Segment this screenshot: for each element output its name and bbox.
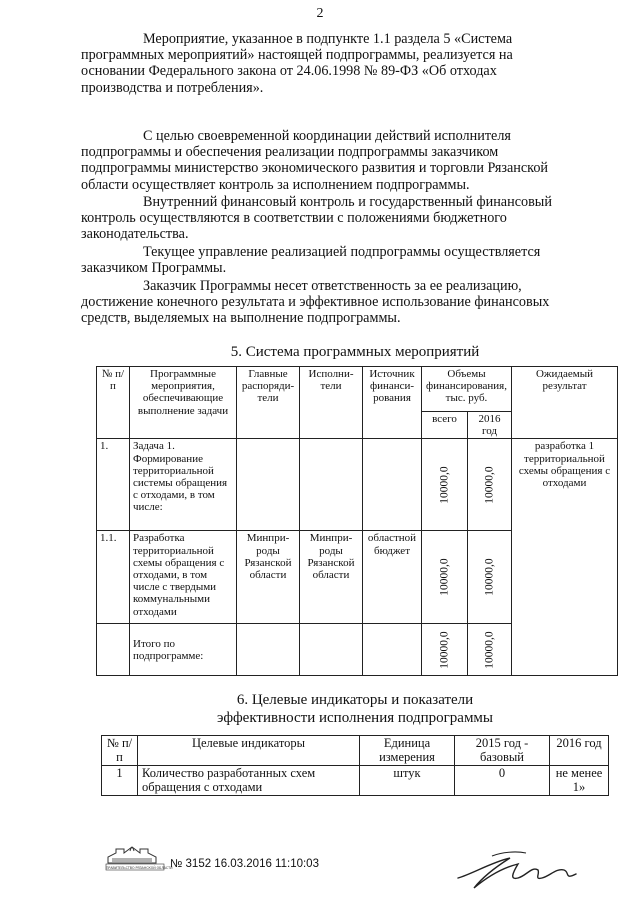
paragraph-2-line: подпрограммы и обеспечения реализации подпрограммы заказчиком	[81, 144, 499, 161]
row-measure: Разработка территориальной схемы обращения с отходами, в том числе с твердыми коммунальными отходами	[130, 531, 237, 624]
header-base: 2015 год - базовый	[455, 736, 550, 766]
section5-title: 5. Система программных мероприятий	[230, 344, 480, 360]
row-year: не менее 1»	[550, 766, 609, 796]
header-num: № п/п	[97, 367, 130, 439]
row-indicator: Количество разработанных схем обращения с отходами	[138, 766, 360, 796]
paragraph-1-line: основании Федерального закона от 24.06.1998 № 89-ФЗ «Об отходах	[81, 63, 497, 80]
row-num: 1.	[97, 439, 130, 531]
table-row	[97, 439, 618, 531]
paragraph-1-line: производства и потребления».	[81, 79, 264, 96]
row-year-cell	[468, 531, 512, 624]
row-base: 0	[455, 766, 550, 796]
row-total: 10000,0	[438, 466, 451, 504]
row-manager	[237, 624, 300, 676]
row-source	[363, 624, 422, 676]
table-header-row	[97, 367, 618, 412]
table-row	[102, 766, 609, 796]
paragraph-2-line: области осуществляет контроль за исполнением подпрограммы.	[81, 176, 470, 193]
row-total: 10000,0	[438, 558, 451, 597]
programs-table	[96, 366, 618, 676]
paragraph-2-line: подпрограммы министерство экономического развития и торговли Рязанской	[81, 160, 549, 177]
header-result: Ожидаемый результат	[512, 367, 618, 439]
table-header-row	[102, 736, 609, 766]
paragraph-3	[81, 194, 610, 243]
paragraph-3-line: контроль осуществляются в соответствии с положениями бюджетного	[81, 210, 507, 227]
paragraph-3-line: законодательства.	[81, 226, 189, 243]
row-num	[97, 624, 130, 676]
header-num: № п/п	[102, 736, 138, 766]
document-registration: № 3152 16.03.2016 11:10:03	[170, 858, 319, 870]
row-year: 10000,0	[483, 558, 496, 597]
page-number: 2	[316, 6, 324, 21]
paragraph-5-line: Заказчик Программы несет ответственность за ее реализацию,	[143, 278, 522, 294]
paragraph-2	[81, 128, 610, 193]
row-measure: Задача 1. Формирование территориальной системы обращения с отходами, в том числе:	[130, 439, 237, 531]
header-executors: Исполни-тели	[300, 367, 363, 439]
section6-title-line1: 6. Целевые индикаторы и показатели	[236, 692, 474, 708]
row-num: 1	[102, 766, 138, 796]
header-measures: Программные мероприятия, обеспечивающие выполнение задачи	[130, 367, 237, 439]
section6-title	[95, 691, 615, 727]
header-total: всего	[422, 412, 468, 439]
row-year: 10000,0	[483, 466, 496, 504]
row-manager	[237, 439, 300, 531]
paragraph-2-line: С целью своевременной координации действий исполнителя	[143, 128, 511, 144]
header-managers: Главные распоряди-тели	[237, 367, 300, 439]
stamp-text: ПРАВИТЕЛЬСТВО РЯЗАНСКОЙ ОБЛАСТИ	[106, 866, 173, 870]
paragraph-5-line: средств, выделяемых на выполнение подпрограммы.	[81, 310, 401, 327]
paragraph-3-line: Внутренний финансовый контроль и государственный финансовый	[143, 194, 552, 210]
row-num: 1.1.	[97, 531, 130, 624]
paragraph-5	[81, 278, 610, 327]
indicators-table	[101, 735, 609, 796]
paragraph-4-line: Текущее управление реализацией подпрограммы осуществляется	[143, 244, 541, 260]
row-manager: Минпри-роды Рязанской области	[237, 531, 300, 624]
row-year-cell	[468, 439, 512, 531]
row-total-cell	[422, 439, 468, 531]
row-unit: штук	[360, 766, 455, 796]
paragraph-4-line: заказчиком Программы.	[81, 260, 227, 277]
paragraph-1-line: программных мероприятий» настоящей подпрограммы, реализуется на	[81, 47, 513, 64]
row-source	[363, 439, 422, 531]
header-source: Источник финанси-рования	[363, 367, 422, 439]
header-year: 2016 год	[550, 736, 609, 766]
paragraph-4	[81, 244, 610, 277]
row-year-cell	[468, 624, 512, 676]
row-executor: Минпри-роды Рязанской области	[300, 531, 363, 624]
row-total-cell	[422, 531, 468, 624]
row-total: 10000,0	[438, 631, 451, 669]
header-volumes: Объемы финансирования, тыс. руб.	[422, 367, 512, 412]
row-year: 10000,0	[483, 631, 496, 669]
row-source: областной бюджет	[363, 531, 422, 624]
paragraph-1-line: Мероприятие, указанное в подпункте 1.1 раздела 5 «Система	[143, 31, 513, 47]
row-measure: Итого по подпрограмме:	[130, 624, 237, 676]
header-indicator: Целевые индикаторы	[138, 736, 360, 766]
header-unit: Единица измерения	[360, 736, 455, 766]
paragraph-5-line: достижение конечного результата и эффективное использование финансовых	[81, 294, 550, 311]
section6-title-line2: эффективности исполнения подпрограммы	[216, 710, 494, 726]
paragraph-1	[81, 31, 610, 96]
header-year: 2016 год	[468, 412, 512, 439]
row-total-cell	[422, 624, 468, 676]
row-result: разработка 1 территориальной схемы обращения с отходами	[512, 439, 618, 676]
row-executor	[300, 439, 363, 531]
signature-icon	[452, 848, 584, 892]
row-executor	[300, 624, 363, 676]
